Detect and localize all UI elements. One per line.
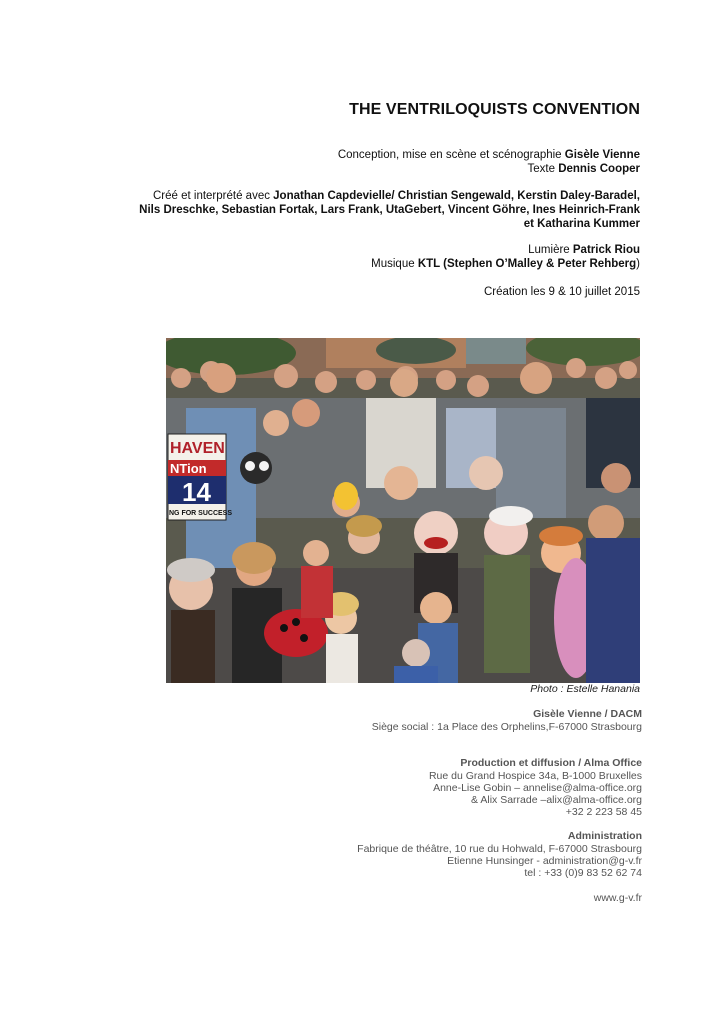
credit-musique-suffix: ) bbox=[636, 258, 640, 270]
credit-texte-label: Texte bbox=[527, 163, 559, 175]
page-title: THE VENTRILOQUISTS CONVENTION bbox=[349, 101, 640, 118]
crowd-photo bbox=[166, 338, 640, 683]
photo-caption: Photo : Estelle Hanania bbox=[530, 683, 640, 695]
credit-conception bbox=[338, 148, 640, 162]
credit-texte bbox=[528, 162, 640, 176]
credit-musique-label: Musique bbox=[371, 258, 418, 270]
credit-lumiere-label: Lumière bbox=[528, 244, 573, 256]
credit-musique bbox=[371, 257, 640, 271]
credit-cast-names-2: Nils Dreschke, Sebastian Fortak, Lars Frank, UtaGebert, Vincent Göhre, Ines Heinrich-Frank bbox=[139, 204, 640, 216]
credit-lumiere-name: Patrick Riou bbox=[572, 244, 640, 256]
credit-cast-line2 bbox=[139, 203, 640, 217]
credit-cast-label: Créé et interprété avec bbox=[152, 190, 274, 202]
credit-cast-line1 bbox=[153, 189, 640, 203]
admin-heading bbox=[568, 830, 642, 843]
admin-phone: tel : +33 (0)9 83 52 62 74 bbox=[524, 867, 642, 879]
admin-contact: Etienne Hunsinger - administration@g-v.fr bbox=[447, 855, 642, 867]
credit-cast-names-1: Jonathan Capdevielle/ Christian Sengewald, Kerstin Daley-Baradel, bbox=[273, 190, 640, 202]
credit-musique-name: KTL (Stephen O’Malley & Peter Rehberg bbox=[417, 258, 637, 270]
company-name-text: Gisèle Vienne / DACM bbox=[533, 708, 642, 720]
sign-text-2: NTion bbox=[170, 461, 207, 476]
credit-creation-date: Création les 9 & 10 juillet 2015 bbox=[484, 286, 640, 298]
production-heading-text: Production et diffusion / Alma Office bbox=[460, 757, 642, 769]
production-phone: +32 2 223 58 45 bbox=[565, 806, 642, 818]
admin-heading-text: Administration bbox=[567, 830, 642, 842]
credit-conception-name: Gisèle Vienne bbox=[564, 149, 640, 161]
crowd-photo-illustration bbox=[166, 338, 640, 683]
credit-conception-label: Conception, mise en scène et scénographie bbox=[337, 149, 565, 161]
production-contact-2: & Alix Sarrade –alix@alma-office.org bbox=[471, 794, 642, 806]
production-address: Rue du Grand Hospice 34a, B-1000 Bruxelles bbox=[428, 770, 642, 782]
credit-cast-line3 bbox=[524, 217, 640, 231]
credit-lumiere bbox=[528, 243, 640, 257]
admin-address: Fabrique de théâtre, 10 rue du Hohwald, F-67000 Strasbourg bbox=[357, 843, 642, 855]
siege-social: Siège social : 1a Place des Orphelins,F-67000 Strasbourg bbox=[371, 721, 642, 733]
company-name bbox=[533, 708, 642, 721]
production-heading bbox=[460, 757, 642, 770]
sign-text-1: HAVEN bbox=[170, 440, 225, 457]
credit-texte-name: Dennis Cooper bbox=[558, 163, 640, 175]
website-link[interactable]: www.g-v.fr bbox=[593, 892, 642, 904]
production-contact-1: Anne-Lise Gobin – annelise@alma-office.org bbox=[433, 782, 642, 794]
sign-text-4: NG FOR SUCCESS bbox=[169, 510, 233, 517]
sign-text-3: 14 bbox=[182, 477, 211, 507]
credit-cast-names-3: et Katharina Kummer bbox=[523, 218, 640, 230]
